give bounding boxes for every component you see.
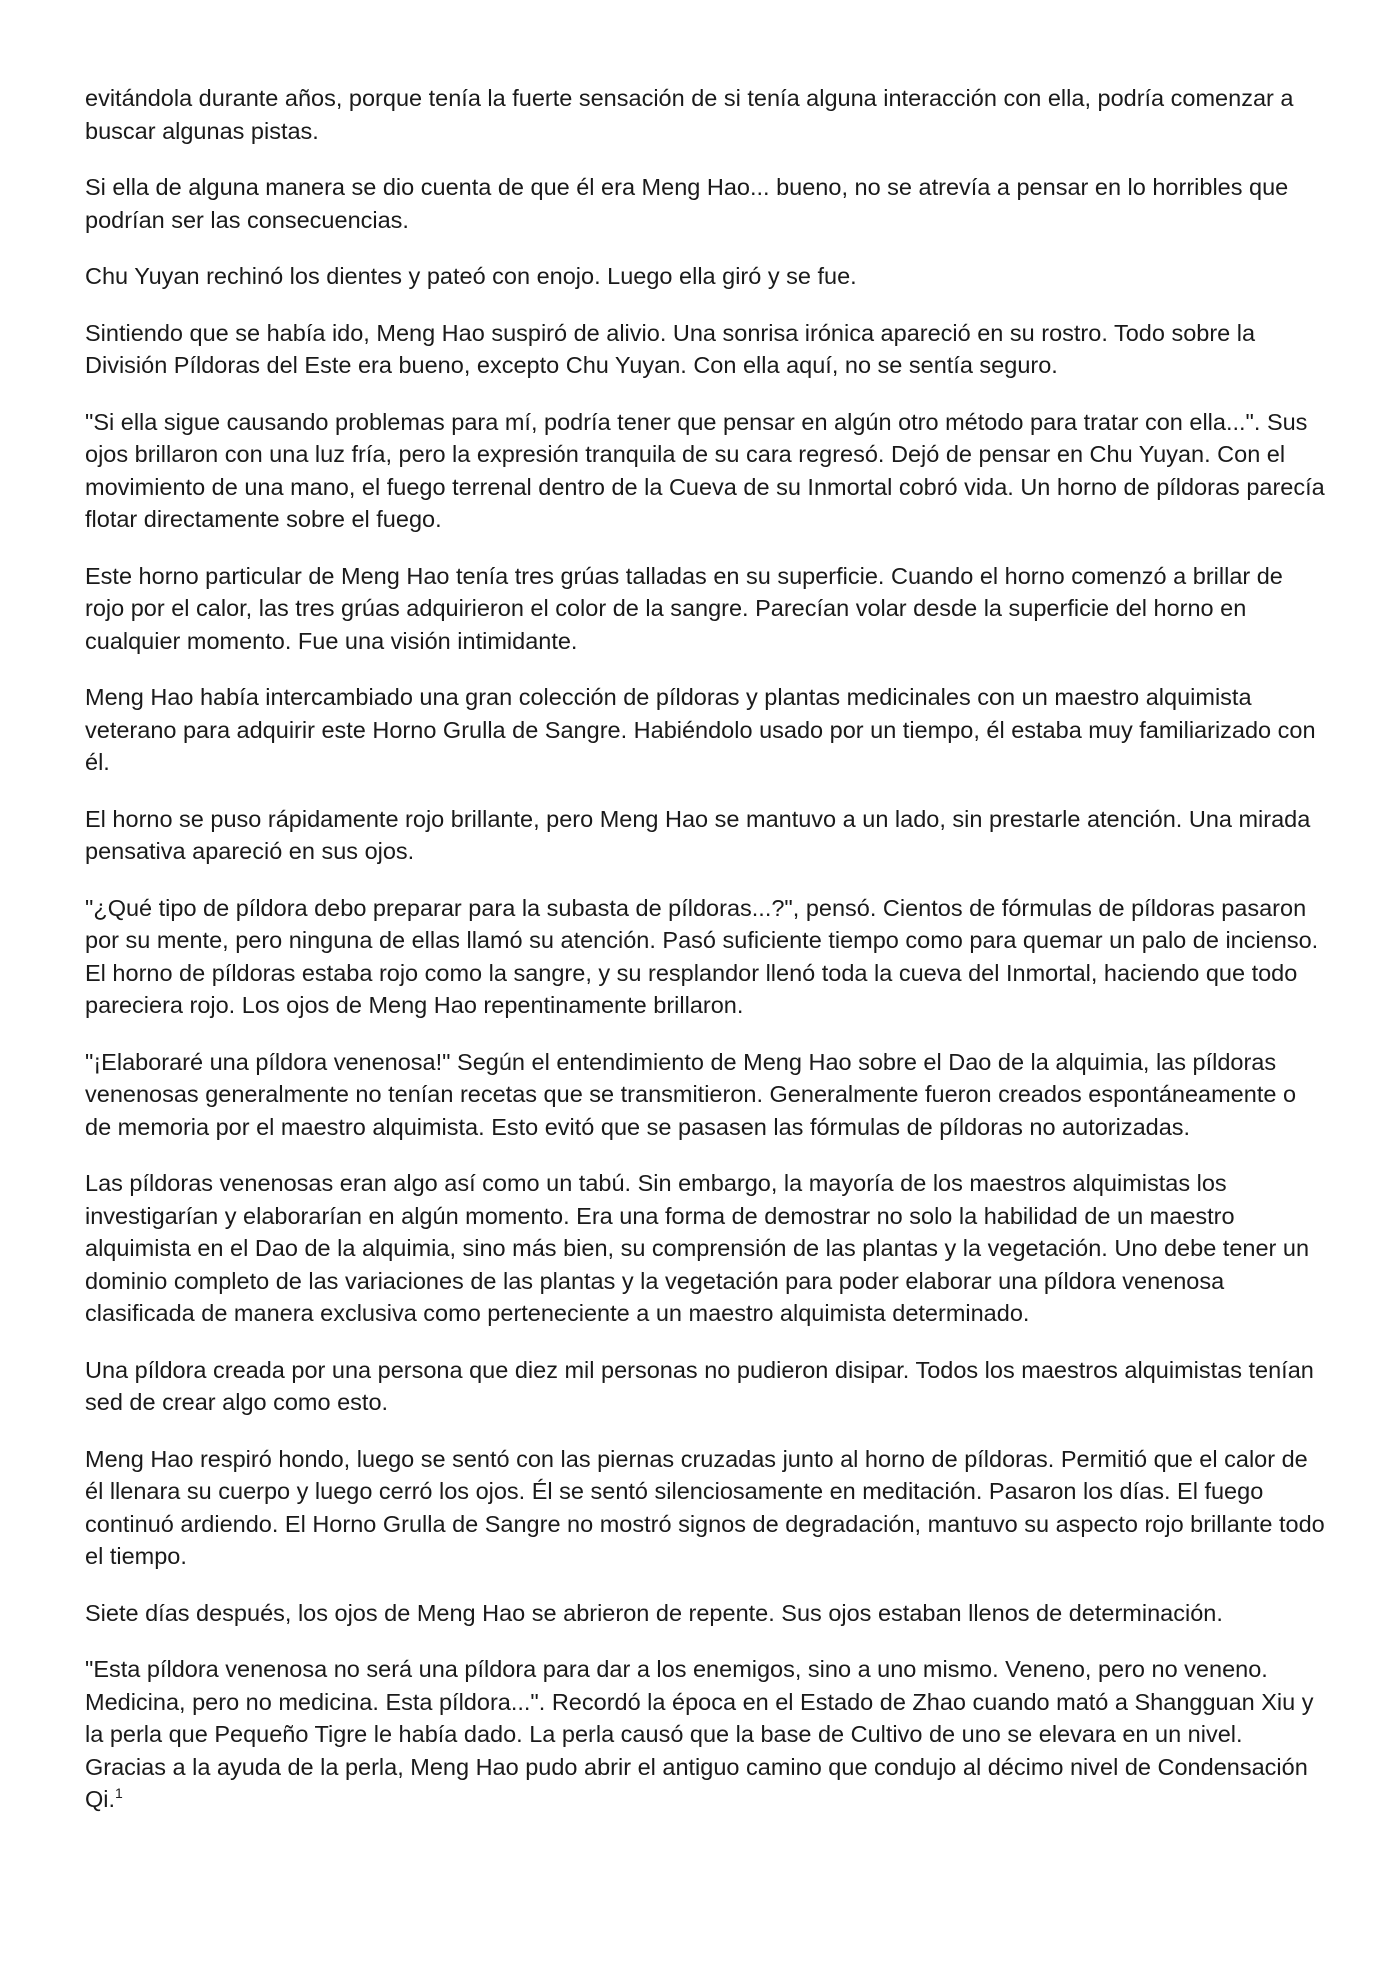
paragraph-15 (85, 1653, 1325, 1816)
paragraph-14: Siete días después, los ojos de Meng Hao se abrieron de repente. Sus ojos estaban llenos de determinación. (85, 1599, 1223, 1626)
footnote-marker[interactable]: 1 (115, 1785, 123, 1802)
paragraph-6: Este horno particular de Meng Hao tenía tres grúas talladas en su superficie. Cuando el horno comenzó a brillar de rojo por el calor, las tres grúas adquirieron el color de la sangre. Parecían volar desde la superficie del horno en cualquier momento. Fue una visión intimidante. (85, 562, 1283, 654)
paragraph-2: Si ella de alguna manera se dio cuenta de que él era Meng Hao... bueno, no se atrevía a pensar en lo horribles que podrían ser las consecuencias. (85, 174, 1289, 233)
paragraph-15-text: "Esta píldora venenosa no será una píldora para dar a los enemigos, sino a uno mismo. Veneno, pero no veneno. Medicina, pero no medicina. Esta píldora...". Recordó la época en el Estado de Zhao cuando mató a Shangguan Xiu y la perla que Pequeño Tigre le había dado. La perla causó que la base de Cultivo de uno se elevara en un nivel. Gracias a la ayuda de la perla, Meng Hao pudo abrir el antiguo camino que condujo al décimo nivel de Condensación Qi. (85, 1656, 1314, 1812)
paragraph-12: Una píldora creada por una persona que diez mil personas no pudieron disipar. Todos los maestros alquimistas tenían sed de crear algo como esto. (85, 1356, 1314, 1415)
paragraph-8: El horno se puso rápidamente rojo brillante, pero Meng Hao se mantuvo a un lado, sin prestarle atención. Una mirada pensativa apareció en sus ojos. (85, 805, 1311, 864)
paragraph-7: Meng Hao había intercambiado una gran colección de píldoras y plantas medicinales con un maestro alquimista veterano para adquirir este Horno Grulla de Sangre. Habiéndolo usado por un tiempo, él estaba muy familiarizado con él. (85, 684, 1316, 775)
paragraph-9: "¿Qué tipo de píldora debo preparar para la subasta de píldoras...?", pensó. Cientos de fórmulas de píldoras pasaron por su mente, pero ninguna de ellas llamó su atención. Pasó suficiente tiempo como para quemar un palo de incienso. El horno de píldoras estaba rojo como la sangre, y su resplandor llenó toda la cueva del Inmortal, haciendo que todo pareciera rojo. Los ojos de Meng Hao repentinamente brillaron. (85, 894, 1319, 1018)
paragraph-1: evitándola durante años, porque tenía la fuerte sensación de si tenía alguna interacción con ella, podría comenzar a buscar algunas pistas. (85, 85, 1294, 144)
paragraph-13: Meng Hao respiró hondo, luego se sentó con las piernas cruzadas junto al horno de píldoras. Permitió que el calor de él llenara su cuerpo y luego cerró los ojos. Él se sentó silenciosamente en meditación. Pasaron los días. El fuego continuó ardiendo. El Horno Grulla de Sangre no mostró signos de degradación, mantuvo su aspecto rojo brillante todo el tiempo. (85, 1445, 1325, 1569)
paragraph-11: Las píldoras venenosas eran algo así como un tabú. Sin embargo, la mayoría de los maestros alquimistas los investigarían y elaborarían en algún momento. Era una forma de demostrar no solo la habilidad de un maestro alquimista en el Dao de la alquimia, sino más bien, su comprensión de las plantas y la vegetación. Uno debe tener un dominio completo de las variaciones de las plantas y la vegetación para poder elaborar una píldora venenosa clasificada de manera exclusiva como perteneciente a un maestro alquimista determinado. (85, 1170, 1310, 1326)
paragraph-4: Sintiendo que se había ido, Meng Hao suspiró de alivio. Una sonrisa irónica apareció en su rostro. Todo sobre la División Píldoras del Este era bueno, excepto Chu Yuyan. Con ella aquí, no se sentía seguro. (85, 319, 1256, 378)
paragraph-5: "Si ella sigue causando problemas para mí, podría tener que pensar en algún otro método para tratar con ella...". Sus ojos brillaron con una luz fría, pero la expresión tranquila de su cara regresó. Dejó de pensar en Chu Yuyan. Con el movimiento de una mano, el fuego terrenal dentro de la Cueva de su Inmortal cobró vida. Un horno de píldoras parecía flotar directamente sobre el fuego. (85, 408, 1325, 532)
paragraph-3: Chu Yuyan rechinó los dientes y pateó con enojo. Luego ella giró y se fue. (85, 263, 857, 289)
paragraph-10: "¡Elaboraré una píldora venenosa!" Según el entendimiento de Meng Hao sobre el Dao de la alquimia, las píldoras venenosas generalmente no tenían recetas que se transmitieron. Generalmente fueron creados espontáneamente o de memoria por el maestro alquimista. Esto evitó que se pasasen las fórmulas de píldoras no autorizadas. (85, 1048, 1297, 1140)
document-page (85, 82, 1325, 1840)
